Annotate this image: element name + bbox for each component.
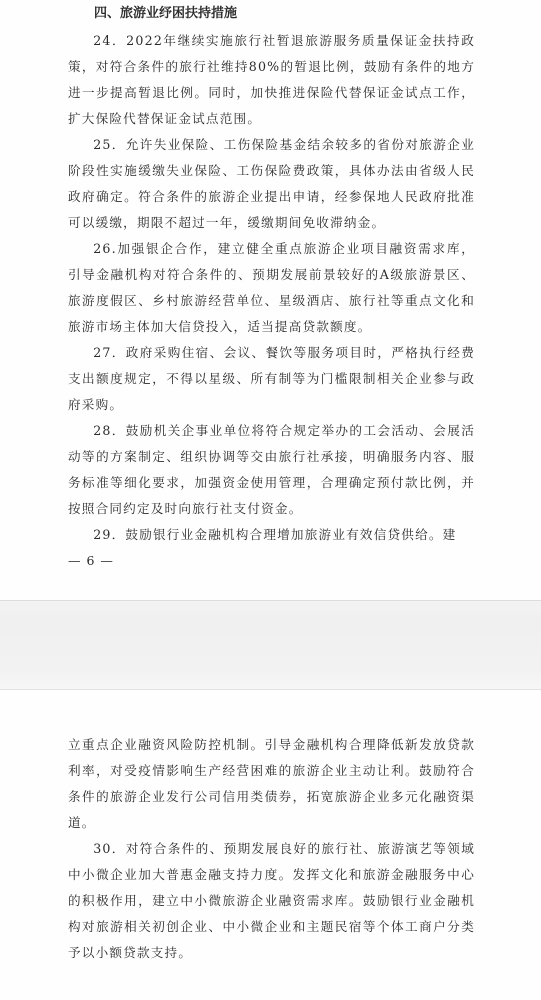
page-number: — 6 — (68, 553, 114, 568)
paragraph-29-continued: 立重点企业融资风险防控机制。引导金融机构合理降低新发放贷款利率，对受疫情影响生产经营困难的旅游企业主动让利。鼓励符合条件的旅游企业发行公司信用类债券，拓宽旅游企业多元化融资渠道。 (68, 737, 475, 830)
paragraph-26: 26.加强银企合作，建立健全重点旅游企业项目融资需求库，引导金融机构对符合条件的、预期发展前景较好的A级旅游景区、旅游度假区、乡村旅游经营单位、星级酒店、旅行社等重点文化和旅游市场主体加大信贷投入，适当提高贷款额度。 (68, 241, 475, 334)
page-gap (0, 600, 541, 690)
document-page-lower (0, 690, 541, 1000)
paragraph-27: 27．政府采购住宿、会议、餐饮等服务项目时，严格执行经费支出额度规定，不得以星级、所有制等为门槛限制相关企业参与政府采购。 (68, 345, 475, 412)
paragraph-24: 24．2022年继续实施旅行社暂退旅游服务质量保证金扶持政策，对符合条件的旅行社维持80%的暂退比例，鼓励有条件的地方进一步提高暂退比例。同时，加快推进保险代替保证金试点工作，扩大保险代替保证金试点范围。 (68, 33, 475, 126)
paragraph-29: 29．鼓励银行业金融机构合理增加旅游业有效信贷供给。建 (93, 527, 457, 542)
paragraph-28: 28．鼓励机关企事业单位将符合规定举办的工会活动、会展活动等的方案制定、组织协调等交由旅行社承接，明确服务内容、服务标准等细化要求，加强资金使用管理，合理确定预付款比例，并按照合同约定及时向旅行社支付资金。 (68, 423, 475, 516)
page-gap-edge-top (0, 600, 541, 601)
paragraph-30: 30．对符合条件的、预期发展良好的旅行社、旅游演艺等领域中小微企业加大普惠金融支持力度。发挥文化和旅游金融服务中心的积极作用，建立中小微旅游企业融资需求库。鼓励银行业金融机构对旅游相关初创企业、中小微企业和主题民宿等个体工商户分类予以小额贷款支持。 (68, 841, 475, 960)
paragraph-25: 25．允许失业保险、工伤保险基金结余较多的省份对旅游企业阶段性实施缓缴失业保险、工伤保险费政策，具体办法由省级人民政府确定。符合条件的旅游企业提出申请，经参保地人民政府批准可以缓缴，期限不超过一年，缓缴期间免收滞纳金。 (68, 137, 475, 230)
section-heading: 四、旅游业纾困扶持措施 (94, 6, 238, 21)
